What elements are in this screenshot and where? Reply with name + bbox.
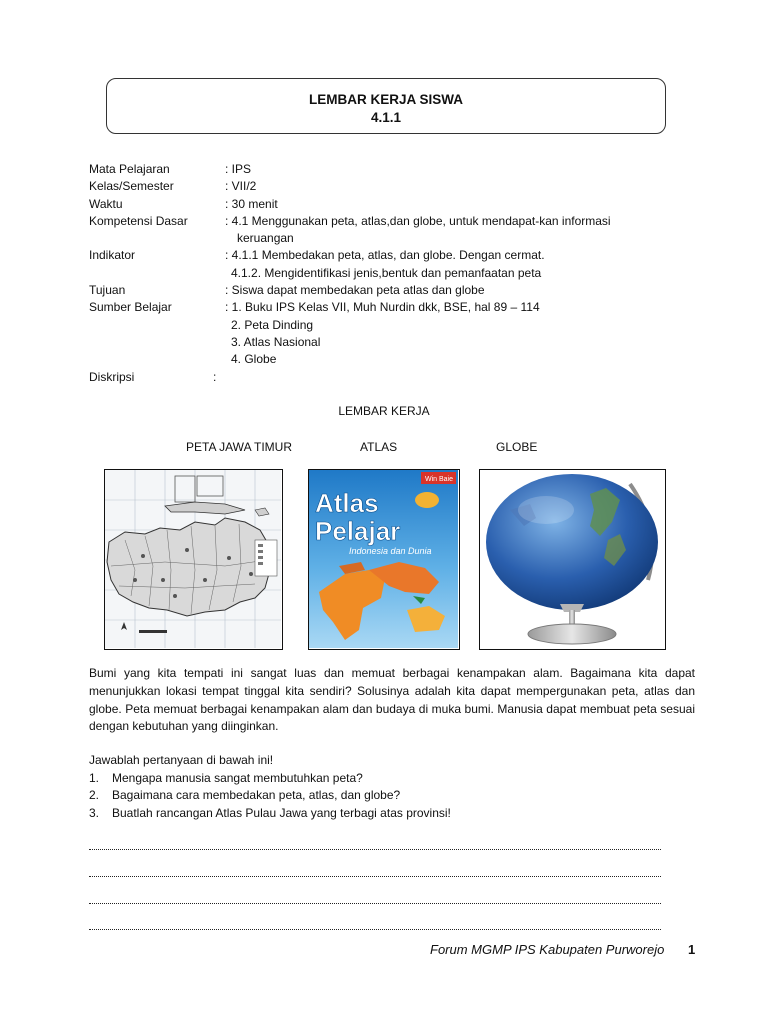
question-number: 2. [89,788,100,802]
caption-map: PETA JAWA TIMUR [186,440,293,454]
question-number: 3. [89,805,100,820]
title-box [106,78,666,134]
question-item [89,770,451,788]
section-title: LEMBAR KERJA [338,404,430,418]
worksheet-title: LEMBAR KERJA SISWA [308,92,463,107]
intro-paragraph: Bumi yang kita tempati ini sangat luas dan memuat berbagai kenampakan alam. Bagaimana kita dapat menunjukkan lokasi tempat tinggal kita sendiri? Solusinya adalah kita dapat mempergunakan peta, atlas dan globe. Peta memuat berbagai kenampakan alam dan budaya di muka bumi. Manusia dapat membuat peta sesuai dengan kebutuhan yang diinginkan. [89,666,695,734]
answer-line[interactable] [89,929,661,930]
answer-line[interactable] [89,849,661,850]
atlas-cover-icon [309,470,458,648]
globe-icon [480,470,664,648]
question-text: Buatlah rancangan Atlas Pulau Jawa yang terbagi atas provinsi! [112,805,451,820]
meta-value: : 4.1.1 Membedakan peta, atlas, dan globe. Dengan cermat. [225,248,545,263]
atlas-subtitle: Indonesia dan Dunia [349,546,432,556]
question-text: Mengapa manusia sangat membutuhkan peta? [112,770,363,785]
meta-label: Mata Pelajaran [89,162,170,176]
meta-value: : [213,369,217,384]
map-image [104,469,283,650]
meta-value: : 4.1 Menggunakan peta, atlas,dan globe, untuk mendapat-kan informasi [225,213,611,228]
meta-value: 2. Peta Dinding [231,317,314,332]
question-item [89,805,451,823]
meta-label: Sumber Belajar [89,300,172,315]
atlas-badge: Win Baie [425,476,454,483]
meta-value: : VII/2 [225,179,257,194]
question-intro: Jawablah pertanyaan di bawah ini! [89,753,274,767]
meta-label: Tujuan [89,283,126,298]
meta-value: 3. Atlas Nasional [231,334,321,349]
footer-text: Forum MGMP IPS Kabupaten Purworejo [430,942,665,957]
atlas-title-1: Atlas [315,488,379,518]
page-number: 1 [688,942,696,957]
caption-atlas: ATLAS [360,440,398,454]
caption-globe: GLOBE [496,440,538,454]
answer-line[interactable] [89,903,661,904]
question-item [89,787,451,805]
east-java-map-icon [105,470,281,648]
meta-value: 4. Globe [231,352,277,367]
atlas-title-2: Pelajar [315,516,401,546]
globe-image [479,469,666,650]
question-text: Bagaimana cara membedakan peta, atlas, dan globe? [112,788,401,802]
meta-label: Waktu [89,196,123,211]
meta-value: : 30 menit [225,196,278,211]
worksheet-number: 4.1.1 [370,110,402,125]
question-number: 1. [89,770,100,785]
answer-line[interactable] [89,876,661,877]
meta-value: 4.1.2. Mengidentifikasi jenis,bentuk dan pemanfaatan peta [231,265,542,280]
meta-value: keruangan [237,231,294,246]
meta-label: Kompetensi Dasar [89,213,188,228]
meta-value: : 1. Buku IPS Kelas VII, Muh Nurdin dkk, BSE, hal 89 – 114 [225,300,540,315]
atlas-image [308,469,460,650]
meta-value: : Siswa dapat membedakan peta atlas dan globe [225,283,485,298]
meta-label: Kelas/Semester [89,179,174,194]
meta-value: : IPS [225,162,252,176]
question-list [89,752,451,822]
meta-label: Diskripsi [89,369,135,384]
meta-label: Indikator [89,248,136,263]
